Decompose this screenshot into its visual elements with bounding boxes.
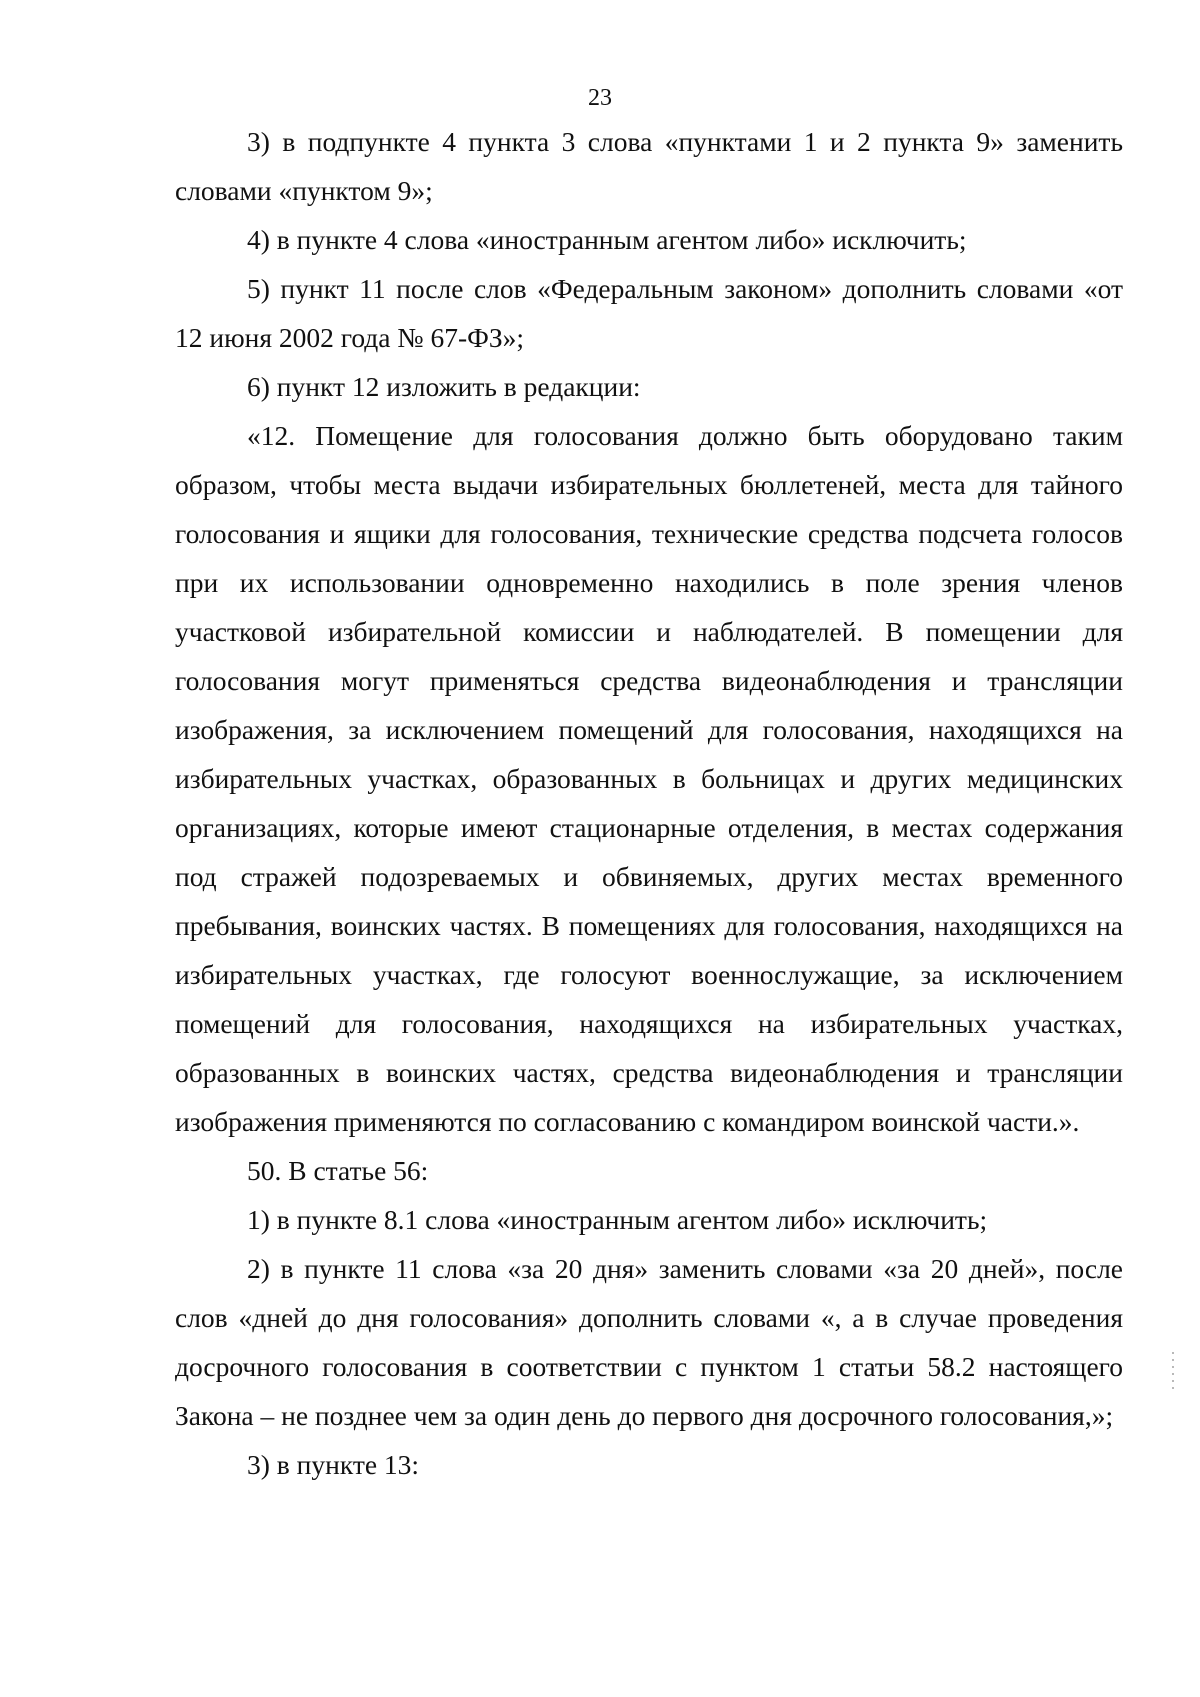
paragraph-item-5: 5) пункт 11 после слов «Федеральным законом» дополнить словами «от 12 июня 2002 года № 67-ФЗ»; [175,273,1123,353]
page-number: 23 [588,85,612,111]
paragraph-item-3: 3) в подпункте 4 пункта 3 слова «пунктами 1 и 2 пункта 9» заменить словами «пунктом 9»; [175,126,1123,206]
scan-edge-mark [1172,1352,1174,1390]
article-56-heading: 50. В статье 56: [247,1155,429,1186]
paragraph-article-56-item-3: 3) в пункте 13: [247,1449,420,1480]
paragraph-article-56-item-2: 2) в пункте 11 слова «за 20 дня» заменить словами «за 20 дней», после слов «дней до дня голосования» дополнить словами «, а в случае проведения досрочного голосования в соответствии с пунктом 1 статьи 58.2 настоящего Закона – не позднее чем за один день до первого дня досрочного голосования,»; [175,1253,1123,1431]
paragraph-article-56-item-1: 1) в пункте 8.1 слова «иностранным агентом либо» исключить; [247,1204,988,1235]
paragraph-item-6: 6) пункт 12 изложить в редакции: [247,371,641,402]
paragraph-item-4: 4) в пункте 4 слова «иностранным агентом либо» исключить; [247,224,967,255]
document-body [175,117,1123,1489]
paragraph-point-12-text: «12. Помещение для голосования должно быть оборудовано таким образом, чтобы места выдачи избирательных бюллетеней, места для тайного голосования и ящики для голосования, технические средства подсчета голосов при их использовании одновременно находились в поле зрения членов участковой избирательной комиссии и наблюдателей. В помещении для голосования могут применяться средства видеонаблюдения и трансляции изображения, за исключением помещений для голосования, находящихся на избирательных участках, образованных в больницах и других медицинских организациях, которые имеют стационарные отделения, в местах содержания под стражей подозреваемых и обвиняемых, других местах временного пребывания, воинских частях. В помещениях для голосования, находящихся на избирательных участках, где голосуют военнослужащие, за исключением помещений для голосования, находящихся на избирательных участках, образованных в воинских частях, средства видеонаблюдения и трансляции изображения применяются по согласованию с командиром воинской части.». [175,420,1123,1137]
